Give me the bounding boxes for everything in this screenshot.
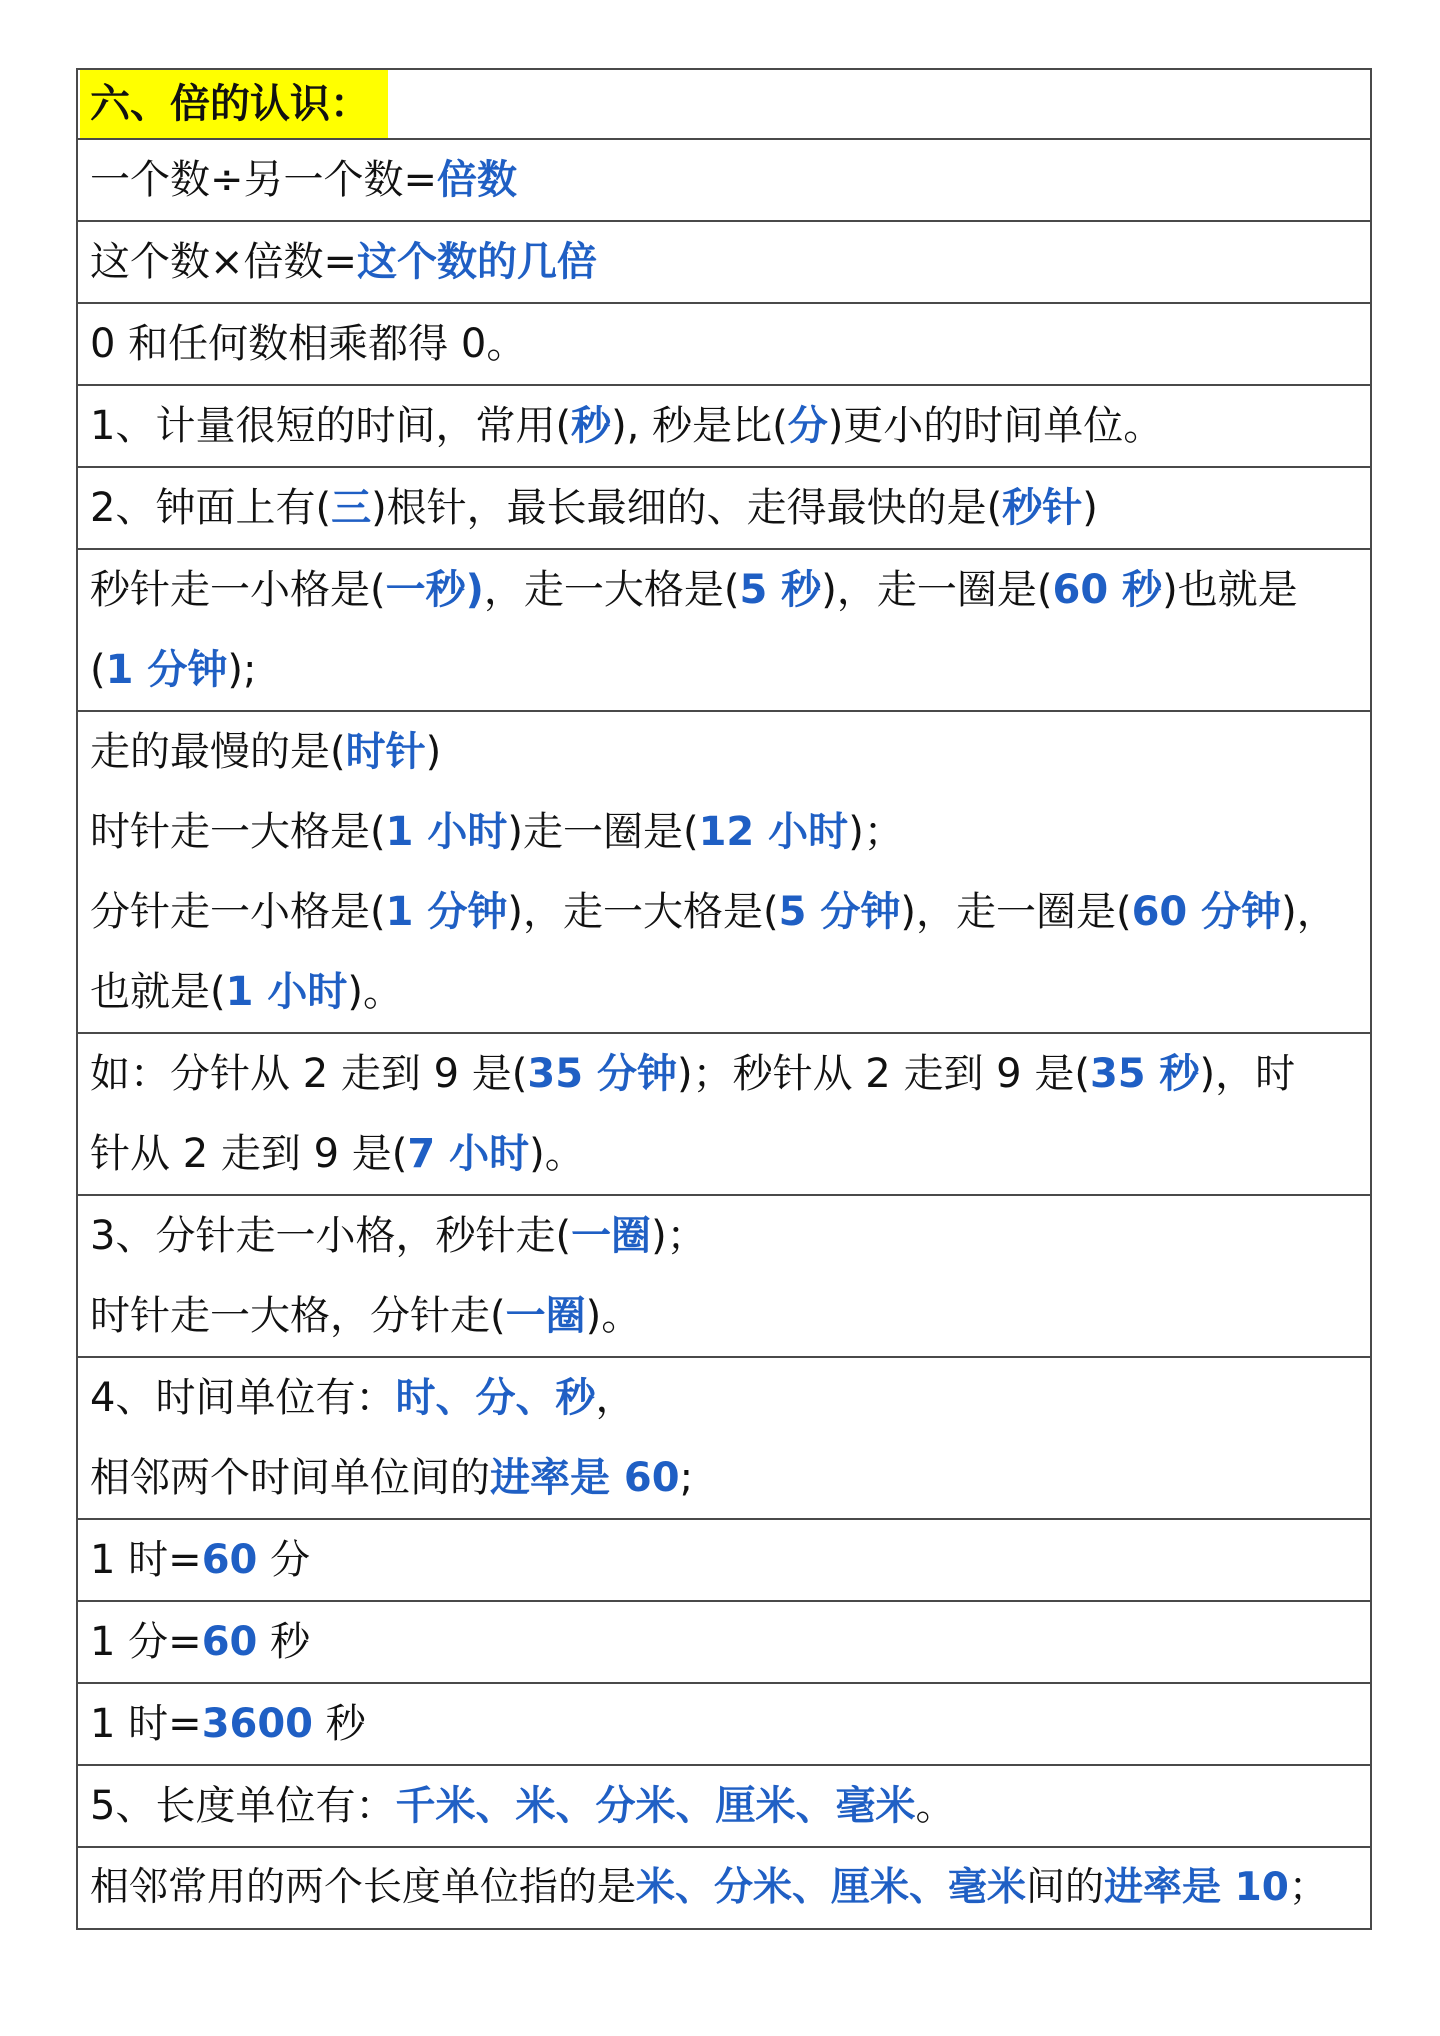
rows-container [78, 140, 1370, 1930]
answer-text: 60 秒 [1052, 567, 1163, 613]
body-text: 这个数×倍数= [90, 239, 358, 285]
row-line [90, 1684, 1358, 1764]
answer-text: 分 [787, 403, 828, 449]
answer-text: 1 小时 [385, 809, 508, 855]
answer-text: 5 分钟 [778, 889, 901, 935]
body-text: ; [679, 1455, 694, 1501]
body-text: )， [1281, 889, 1337, 935]
body-text: )。 [529, 1131, 585, 1177]
body-text: 如：分针从 2 走到 9 是( [90, 1051, 528, 1097]
answer-text: 7 小时 [407, 1131, 530, 1177]
answer-text: 60 [201, 1537, 258, 1583]
row-line [90, 1276, 1358, 1356]
body-text: 相邻两个时间单位间的 [90, 1455, 490, 1501]
body-text: ), 秒是比( [611, 403, 788, 449]
row-line [90, 872, 1358, 952]
body-text: 1 时= [90, 1701, 202, 1747]
row-line [90, 1602, 1358, 1682]
body-text: 2、钟面上有( [90, 485, 332, 531]
section-title-row [78, 70, 1370, 140]
body-text: 也就是( [90, 969, 226, 1015]
answer-text: 5 秒 [739, 567, 822, 613]
body-text: 1 分= [90, 1619, 202, 1665]
body-text: 3、分针走一小格，秒针走( [90, 1213, 572, 1259]
table-row [78, 1358, 1370, 1520]
table-row [78, 550, 1370, 712]
table-row [78, 1602, 1370, 1684]
answer-text: 1 小时 [225, 969, 348, 1015]
answer-text: 米、分米、厘米、毫米 [636, 1865, 1027, 1910]
body-text: 一个数÷另一个数= [90, 157, 438, 203]
notes-table [76, 68, 1372, 1930]
body-text: 针从 2 走到 9 是( [90, 1131, 408, 1177]
answer-text: 1 分钟 [105, 647, 228, 693]
body-text: )，走一大格是( [507, 889, 779, 935]
body-text: 走的最慢的是( [90, 729, 346, 775]
body-text: 秒 [257, 1619, 311, 1665]
answer-text: 35 秒 [1089, 1051, 1200, 1097]
body-text: )，走一圈是( [900, 889, 1132, 935]
answer-text: 进率是 60 [490, 1455, 680, 1501]
body-text: )。 [585, 1293, 642, 1339]
body-text: ， [595, 1375, 636, 1421]
answer-text: 秒 [571, 403, 612, 449]
body-text: ) [1082, 485, 1098, 531]
row-line [90, 792, 1358, 872]
body-text: 4、时间单位有： [90, 1375, 396, 1421]
body-text: )也就是 [1162, 567, 1298, 613]
row-line [90, 550, 1358, 630]
body-text: 0 和任何数相乘都得 0。 [90, 321, 527, 367]
answer-text: 一圈 [505, 1293, 586, 1339]
body-text: ) [425, 729, 442, 775]
body-text: )。 [347, 969, 403, 1015]
answer-text: 时、分、秒 [395, 1375, 596, 1421]
answer-text: 35 分钟 [527, 1051, 677, 1097]
table-row [78, 1848, 1370, 1930]
row-line [90, 1438, 1358, 1518]
body-text: 1 时= [90, 1537, 202, 1583]
body-text: )；秒针从 2 走到 9 是( [676, 1051, 1090, 1097]
body-text: ，走一大格是( [483, 567, 740, 613]
body-text: 秒针走一小格是( [90, 567, 386, 613]
row-line [90, 952, 1358, 1032]
row-line [90, 140, 1358, 220]
table-row [78, 1766, 1370, 1848]
row-line [90, 304, 1358, 384]
body-text: ； [1288, 1865, 1328, 1910]
table-row [78, 1520, 1370, 1602]
answer-text: 60 [201, 1619, 258, 1665]
body-text: ); [227, 647, 257, 693]
row-line [90, 468, 1358, 548]
answer-text: 3600 [201, 1701, 314, 1747]
table-row [78, 1034, 1370, 1196]
answer-text: 秒针 [1002, 485, 1083, 531]
answer-text: 1 分钟 [385, 889, 508, 935]
body-text: )走一圈是( [507, 809, 699, 855]
row-line [90, 630, 1358, 710]
row-line [90, 1196, 1358, 1276]
body-text: )，走一圈是( [821, 567, 1053, 613]
body-text: 1、计量很短的时间，常用( [90, 403, 572, 449]
row-line [90, 1034, 1358, 1114]
row-line [90, 1848, 1358, 1928]
body-text: ( [90, 647, 106, 693]
row-line [90, 712, 1358, 792]
table-row [78, 1196, 1370, 1358]
answer-text: 千米、米、分米、厘米、毫米 [395, 1783, 916, 1829]
table-row [78, 386, 1370, 468]
answer-text: 倍数 [437, 157, 518, 203]
section-title: 六、倍的认识： [80, 70, 388, 138]
table-row [78, 1684, 1370, 1766]
row-line [90, 1114, 1358, 1194]
row-line [90, 1358, 1358, 1438]
row-line [90, 222, 1358, 302]
answer-text: 三 [331, 485, 372, 531]
table-row [78, 222, 1370, 304]
answer-text: 一秒) [385, 567, 484, 613]
answer-text: 这个数的几倍 [357, 239, 598, 285]
body-text: )； [848, 809, 904, 855]
table-row [78, 140, 1370, 222]
answer-text: 12 小时 [698, 809, 849, 855]
answer-text: 时针 [345, 729, 426, 775]
table-row [78, 712, 1370, 1034]
body-text: 分针走一小格是( [90, 889, 386, 935]
answer-text: 60 分钟 [1131, 889, 1282, 935]
body-text: 分 [257, 1537, 311, 1583]
body-text: )，时 [1199, 1051, 1296, 1097]
body-text: 5、长度单位有： [90, 1783, 396, 1829]
body-text: )根针，最长最细的、走得最快的是( [371, 485, 1003, 531]
row-line [90, 1766, 1358, 1846]
body-text: )更小的时间单位。 [827, 403, 1164, 449]
body-text: 。 [915, 1783, 956, 1829]
answer-text: 进率是 10 [1104, 1865, 1289, 1910]
table-row [78, 304, 1370, 386]
row-line [90, 386, 1358, 466]
body-text: 相邻常用的两个长度单位指的是 [90, 1865, 637, 1910]
row-line [90, 1520, 1358, 1600]
body-text: 时针走一大格，分针走( [90, 1293, 506, 1339]
body-text: )； [651, 1213, 707, 1259]
table-row [78, 468, 1370, 550]
body-text: 时针走一大格是( [90, 809, 386, 855]
body-text: 间的 [1026, 1865, 1105, 1910]
body-text: 秒 [313, 1701, 366, 1747]
answer-text: 一圈 [571, 1213, 652, 1259]
